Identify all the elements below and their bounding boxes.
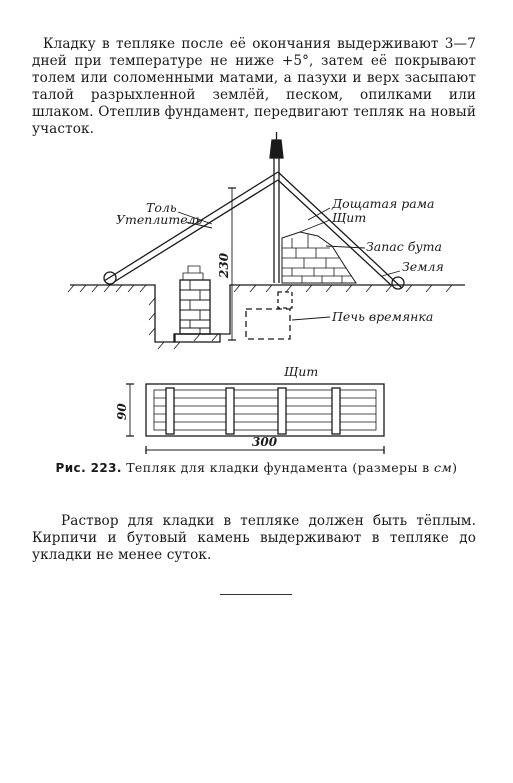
caption-label: Рис. 223. — [55, 461, 122, 475]
caption-unit: см — [434, 460, 453, 475]
label-pech-vremyanka: Печь времянка — [332, 309, 434, 324]
section-divider — [220, 594, 292, 595]
paragraph-top: Кладку в тепляке после её окончания выдерживают 3—7 дней при температуре не ниже +5°, затем её покрывают толем или соломенными матами, а пазухи и верх засыпают талой разрыхленной землёй, песком, опилками или шлаком. Отеплив фундамент, передвигают тепляк на новый участок. — [32, 35, 476, 137]
dimension-height: 230 — [217, 252, 231, 278]
label-zemlya: Земля — [402, 259, 444, 274]
paragraph-bottom: Раствор для кладки в тепляке должен быть тёплым. Кирпичи и бутовый камень выдерживают в тепляке до укладки не менее суток. — [32, 512, 476, 563]
label-doshchataya-rama: Дощатая рама — [332, 196, 435, 211]
foundation-block — [180, 280, 210, 334]
dimension-shield-height: 90 — [115, 403, 129, 420]
label-shchit-plan: Щит — [284, 364, 319, 379]
shield-plan — [146, 384, 384, 436]
rubble-stock — [282, 232, 356, 283]
dimension-shield-width: 300 — [252, 435, 278, 449]
caption-text: Тепляк для кладки фундамента (размеры в — [126, 460, 434, 475]
greenhouse-diagram — [60, 128, 480, 458]
chimney-cap — [270, 140, 283, 158]
label-zapas-buta: Запас бута — [366, 239, 442, 254]
roof-left-inner — [114, 180, 278, 282]
figure-caption — [0, 460, 513, 475]
mat-roll-right — [392, 277, 404, 289]
label-tol: Толь — [146, 200, 177, 215]
label-shchit: Щит — [332, 210, 367, 225]
caption-close: ) — [452, 460, 458, 475]
label-uteplitel: Утеплитель — [116, 212, 203, 227]
roof-right-outer — [278, 172, 402, 288]
stove — [246, 309, 290, 339]
